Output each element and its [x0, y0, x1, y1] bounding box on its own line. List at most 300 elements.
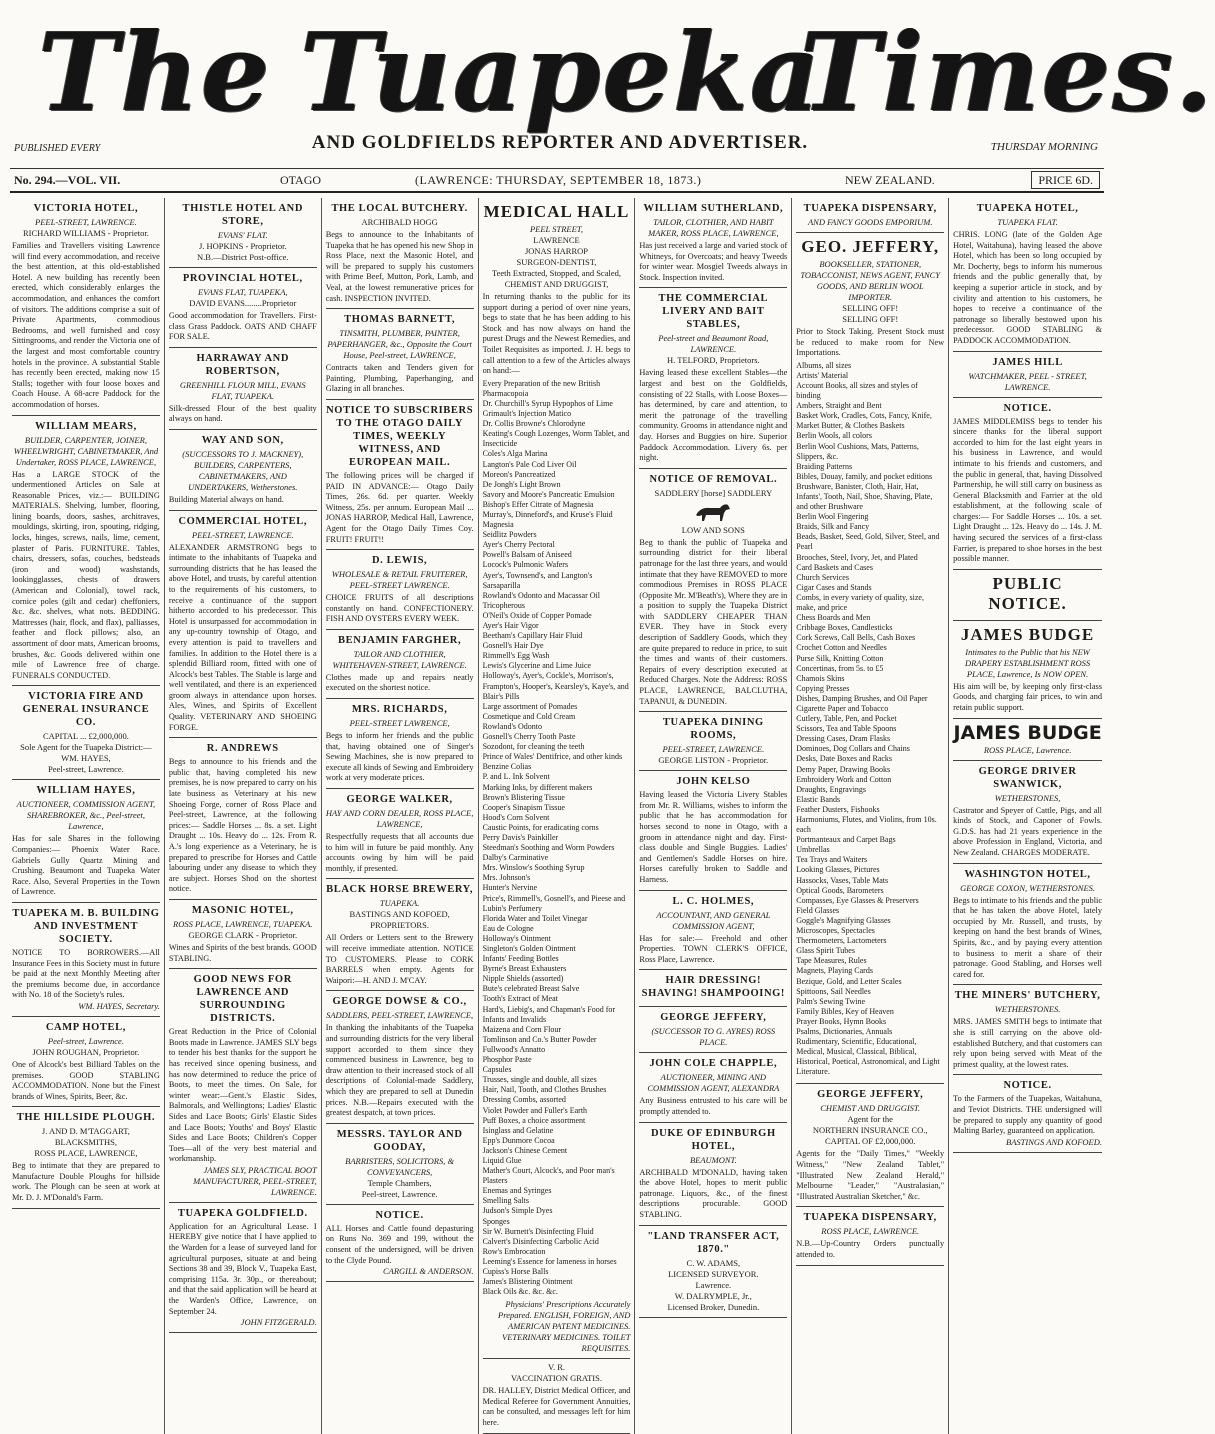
advertisement — [639, 198, 787, 288]
advertisement-line: Agent for the — [847, 1114, 893, 1125]
advertisement-line: BLACKSMITHS, — [54, 1137, 117, 1148]
product-list-item: Jackson's Chinese Cement — [482, 1145, 568, 1155]
product-list-item: Chess Boards and Men — [796, 613, 871, 623]
advertisement-heading: HARRAWAY AND ROBERTSON, — [196, 352, 290, 377]
advertisement-signature: BASTINGS AND KOFOED. — [1006, 1136, 1102, 1147]
advertisement-heading: GEORGE JEFFERY, — [660, 1012, 767, 1024]
advertisement-subheading: TAILOR AND CLOTHIER, WHITEHAVEN-STREET, LAWRENCE. — [332, 648, 467, 670]
product-list-item: Mrs. Johnson's — [482, 873, 531, 883]
product-list-item: Phosphor Paste — [482, 1055, 532, 1065]
product-list-item: Microscopes, Spectacles — [796, 926, 875, 936]
advertisement-subheading: EVANS' FLAT. — [217, 230, 268, 240]
product-list-item: Capsules — [482, 1065, 512, 1075]
advertisement — [326, 1205, 474, 1282]
advertisement-heading: VICTORIA FIRE AND GENERAL INSURANCE CO. — [22, 691, 150, 729]
advertisement-body: Castrator and Speyer of Cattle, Pigs, and all kinds of Stock, and Caponer of Fowls. G.D.S. has had 21 years experience in the above Profession in England, Victoria, and New Zealand. CHARGES MODERATE. — [953, 805, 1102, 857]
advertisement-body: MRS. JAMES SMITH begs to intimate that she is still carrying on the above old-established Butchery, and that customers can rely upon being served with Meat of the primest quality, at the lowest rates. — [953, 1017, 1102, 1069]
advertisement — [169, 1203, 317, 1333]
advertisement-heading: TUAPEKA DISPENSARY, — [803, 1212, 937, 1224]
advertisement-heading: TUAPEKA GOLDFIELD. — [177, 1207, 308, 1219]
advertisement — [953, 621, 1102, 719]
advertisement — [12, 198, 160, 416]
issue-date: (LAWRENCE: THURSDAY, SEPTEMBER 18, 1873.) — [415, 173, 702, 187]
advertisement-heading: VICTORIA HOTEL, — [33, 203, 139, 214]
advertisement-subheading: TUAPEKA FLAT. — [997, 217, 1058, 227]
product-list-item: Dominoes, Dog Collars and Chains — [796, 744, 910, 754]
advertisement-signature: CARGILL & ANDERSON. — [382, 1266, 474, 1277]
advertisement-line: DAVID EVANS........Proprietor — [189, 298, 297, 308]
product-list-item: P. and L. Ink Solvent — [482, 772, 550, 782]
advertisement-columns — [8, 198, 1106, 1428]
product-list-item: Umbrellas — [796, 845, 830, 855]
product-list-item: Ayer's Cherry Pectoral — [482, 540, 555, 550]
advertisement-line: LOW AND SONS — [681, 524, 745, 535]
advertisement-line: LICENSED SURVEYOR. — [668, 1268, 759, 1279]
advertisement-body: CHRIS. LONG (late of the Golden Age Hotel, Waitahuna), having leased the above Hotel, which has been so long occupied by Mr. Docherty, begs to inform his numerous friends and the public generally that, by keeping a superior article in stock, and by civility and attention to his customers, he hopes to receive a continuance of the patronage so liberally bestowed upon his predecessor. GOOD STABLING & PADDOCK ACCOMMODATION. — [953, 230, 1102, 345]
advertisement-heading: GEORGE DRIVER SWANWICK, — [978, 765, 1077, 790]
product-list-item: Cooper's Sinapism Tissue — [482, 802, 565, 812]
product-list-item: Lewis's Glycerine and Lime Juice — [482, 661, 592, 671]
advertisement-subheading: AUCTIONEER, COMMISSION AGENT, SHAREBROKER, &c., Peel-street, Lawrence, — [16, 799, 156, 832]
advertisement — [639, 288, 787, 468]
product-list-item: Brushware, Banister, Cloth, Hair, Hat, Infants', Tooth, Nail, Shoe, Shaving, Plate, and other Brushware — [796, 481, 933, 512]
advertisement — [953, 198, 1102, 352]
advertisement-line: Peel-street, Lawrence. — [361, 1188, 438, 1199]
masthead-title-word: Times. — [800, 10, 1215, 136]
advertisement-heading: GEORGE WALKER, — [346, 794, 453, 806]
product-list-item: Magnets, Playing Cards — [796, 966, 873, 976]
product-list-item: Berlin Wool Cushions, Mats, Patterns, Slippers, &c. — [796, 441, 919, 461]
advertisement-body: JAMES MIDDLEMISS begs to tender his sincere thanks for the liberal support accorded to him for the last eight years in his business in Lawrence, and would intimate to his friends and customers, and the public in general, that, having Dissolved Partnership, he will still carry on business as General Blacksmith and Farrier at the old establishment, at the following scale of charges:— For Saddle Horses ... 10s. a set. Light Draught ... 12s. Heavy do ... 14s. J. M. having secured the services of a first-class Farrier, is prepared to shoe horses in the best possible manner. — [953, 416, 1102, 564]
product-list-item: Feather Dusters, Fishooks — [796, 804, 880, 814]
product-list-item: Basket Work, Cradles, Cots, Fancy, Knife, Market Butter, & Clothes Baskets — [796, 411, 932, 431]
publication-frequency: PUBLISHED EVERY — [14, 143, 101, 154]
advertisement-subheading: SADDLERS, PEEL-STREET, LAWRENCE, — [326, 1010, 474, 1021]
dateline — [10, 168, 1104, 193]
advertisement-heading: JOHN COLE CHAPPLE, — [649, 1058, 778, 1070]
advertisement-subheading: WETHERSTONES. — [994, 1004, 1061, 1015]
advertisement-heading: JOHN KELSO — [676, 776, 751, 788]
advertisement-heading: CAMP HOTEL, — [45, 1021, 126, 1033]
advertisement-heading: THOMAS BARNETT, — [344, 314, 456, 326]
advertisement-signature: Physicians' Prescriptions Accurately Prepared. ENGLISH, FOREIGN, AND AMERICAN PATENT MEDICINES. VETERINARY MEDICINES. TOILET REQUISITES. — [498, 1299, 631, 1354]
advertisement-subheading: HAY AND CORN DEALER, ROSS PLACE, LAWRENCE, — [325, 808, 474, 830]
advertisement-subheading: BARRISTERS, SOLICITORS, & CONVEYANCERS, — [345, 1155, 455, 1177]
issue-number: No. 294.—VOL. VII. — [14, 173, 121, 187]
product-list-item: Prayer Books, Hymn Books — [796, 1016, 887, 1026]
advertisement-line: WM. HAYES, — [61, 753, 111, 764]
advertisement — [796, 1207, 944, 1265]
advertisement — [12, 1017, 160, 1107]
advertisement — [326, 630, 474, 699]
product-list-item: Tea Trays and Waiters — [796, 855, 868, 865]
advertisement-body: DR. HALLEY, District Medical Officer, and Medical Referee for Government Annuities, can be consulted, and messages left for him here. — [482, 1386, 631, 1428]
product-list-item: Nipple Shields (assorted) — [482, 974, 564, 984]
product-list-item: Purse Silk, Knitting Cotton — [796, 653, 884, 663]
advertisement-subheading: ROSS PLACE, Lawrence. — [983, 744, 1072, 755]
product-list-item: Cosmetique and Cold Cream — [482, 711, 576, 721]
product-list-item: Cribbage Boxes, Candlesticks — [796, 623, 893, 633]
advertisement-subheading: PEEL-STREET, LAWRENCE. — [191, 529, 294, 540]
advertisement-body: His aim will be, by keeping only first-class Goods, and charging fair prices, to win and retain public support. — [953, 681, 1102, 713]
product-list-item: Price's, Rimmell's, Gosnell's, and Pieese and Lubin's Perfumery — [482, 893, 626, 913]
advertisement-line: CHEMIST AND DRUGGIST, — [504, 279, 609, 289]
advertisement-heading: NOTICE. — [1003, 402, 1052, 414]
advertisement-body: Has a LARGE STOCK of the undermentioned Articles on Sale at Reasonable Prices, viz.:— BUILDING MATERIALS. Shelving, lumber, flooring, lining boards, doors, sashes, architraves, mouldings, skirting, iron, spouting, ridging, locks, hinges, screws, nails, lime, cement, plaster of Paris. FURNITURE. Tables, chairs, dressers, sofas, couches, bedsteads (iron and wood) washstands, lookingglasses, chests of drawers (American and Colonial), towel rack, cornice poles (gilt and cedar) cheffoniers, &c. &c. shelves, what nots. BEDDING. Mattresses (hair, flock, and flax), palliasses, feather and flock pillows; also, an assortment of door mats, American brooms, brushes, &c. Goods delivered within one mile of Lawrence free of charge. FUNERALS CONDUCTED. — [12, 469, 160, 680]
price-box: PRICE 6D. — [1031, 171, 1100, 189]
advertisement-body: Clothes made up and repairs neatly executed on the shortest notice. — [325, 672, 474, 693]
product-list-item: Cutlery, Table, Pen, and Pocket — [796, 714, 897, 724]
advertisement — [796, 233, 944, 1084]
product-list-item: Gosnell's Cherry Tooth Paste — [482, 732, 576, 742]
product-list-item: Sponges — [482, 1216, 510, 1226]
product-list-item: Bishop's Effer Citrate of Magnesia — [482, 499, 594, 509]
advertisement-line: V. R. — [547, 1362, 566, 1373]
advertisement-heading: MESSRS. TAYLOR AND GOODAY, — [336, 1128, 463, 1153]
newspaper-column — [792, 198, 949, 1434]
advertisement-subheading: WATCHMAKER, PEEL - STREET, LAWRENCE. — [968, 370, 1087, 392]
advertisement — [169, 969, 317, 1203]
advertisement-subheading: EVANS FLAT, TUAPEKA, — [197, 287, 288, 297]
advertisement-subheading: PEEL-STREET, LAWRENCE. — [662, 744, 765, 755]
advertisement-heading: THISTLE HOTEL AND STORE, — [182, 203, 304, 227]
advertisement — [953, 1075, 1102, 1152]
advertisement — [953, 761, 1102, 864]
advertisement — [796, 1084, 944, 1207]
advertisement-body: To the Farmers of the Tuapekas, Waitahuna, and Teviot Districts. THE undersigned will be prepared to supply any quantity of good Malting Barley, guaranteed on application. — [953, 1094, 1102, 1136]
product-list-item: Scissors, Tea and Table Spoons — [796, 724, 897, 734]
advertisement-heading: PROVINCIAL HOTEL, — [182, 273, 303, 284]
product-list-item: Harmoniums, Flutes, and Violins, from 10s. each — [796, 815, 937, 835]
advertisement-heading: WILLIAM HAYES, — [36, 785, 136, 797]
advertisement-line: J. HOPKINS - Proprietor. — [198, 241, 287, 251]
dateline-place: OTAGO — [280, 173, 322, 187]
advertisement-heading: L. C. HOLMES, — [672, 895, 755, 907]
advertisement-body: Having leased these excellent Stables—the largest and best on the Goldfields, consisting of 22 Stalls, with Loose Boxes—has determined, by care and attention, to merit the patronage of the travelling community. Grooms in attendance night and day. Horses and Buggies on hire. Superior Paddock Accommodation. Livery 6s. per night. — [639, 368, 788, 463]
advertisement-subheading: ROSS PLACE, LAWRENCE. — [821, 1226, 920, 1237]
advertisement-heading: GEORGE JEFFERY, — [817, 1089, 924, 1101]
advertisement — [953, 985, 1102, 1075]
advertisement-heading: HAIR DRESSING! SHAVING! SHAMPOOING! — [641, 975, 786, 1000]
advertisement-line: Sole Agent for the Tuapeka District:— — [20, 742, 152, 753]
product-list-item: Infants' Feeding Bottles — [482, 954, 559, 964]
advertisement — [169, 900, 317, 969]
product-list-item: Dalby's Carminative — [482, 853, 549, 863]
advertisement-subheading: AUCTIONEER, MINING AND COMMISSION AGENT, ALEXANDRA — [647, 1072, 780, 1094]
newspaper-column — [165, 198, 322, 1434]
advertisement-heading: NOTICE. — [1003, 1080, 1052, 1092]
product-list-item: Benzine Colias — [482, 762, 532, 772]
masthead-title-word: Tuapeka — [300, 10, 822, 136]
advertisement-body: CHOICE FRUITS of all descriptions constantly on hand. CONFECTIONERY. FISH AND OYSTERS EVERY WEEK. — [325, 593, 474, 624]
advertisement — [639, 891, 787, 971]
advertisement-heading: R. ANDREWS — [206, 743, 279, 755]
product-list-item: Brooches, Steel, Ivory, Jet, and Plated — [796, 552, 918, 562]
product-list-item: Copying Presses — [796, 683, 850, 693]
advertisement-heading: NOTICE OF REMOVAL. — [649, 473, 778, 485]
advertisement-line: N.B.—District Post-office. — [197, 252, 289, 262]
advertisement-line: SURGEON-DENTIST, — [516, 257, 597, 267]
advertisement-body: Great Reduction in the Price of Colonial Boots made in Lawrence. JAMES SLY begs to tender his best thanks for the support he has received since opening business, and has now determined to reduce the price of Boots, to meet the times. On Sale, for winter wear:—Gent.'s Elastic Sides, Balmorals, and Wellingtons; Ladies' Elastic Sides and Lace Boots; Girls' Elastic Sides and Lace Boots; Youths' and Boys' Elastic Sides and Lace Boots; Children's Copper Toes—all of the very best material and workmanship. — [168, 1027, 317, 1164]
product-list-item: Powell's Balsam of Aniseed — [482, 550, 572, 560]
advertisement — [169, 738, 317, 900]
advertisement-signature: WM. HAYES, Secretary. — [78, 1000, 160, 1011]
advertisement-heading: TUAPEKA DISPENSARY, — [803, 203, 937, 214]
advertisement-heading: NOTICE. — [375, 1209, 424, 1221]
product-list-item: Braiding Patterns — [796, 461, 853, 471]
product-list-item: Prince of Wales' Dentifrice, and other kinds — [482, 752, 623, 762]
product-list-item: Singleton's Golden Ointment — [482, 944, 576, 953]
advertisement — [639, 712, 787, 771]
advertisement-line: GEORGE CLARK - Proprietor. — [188, 929, 298, 940]
product-list-item: Palm's Sewing Twine — [796, 996, 866, 1006]
product-list-item: Embroidery Work and Cotton — [796, 774, 892, 784]
product-list-item: Enemas and Syringes — [482, 1186, 552, 1196]
product-list-item: Large assortment of Pomades — [482, 701, 578, 711]
product-list-item: Rudimentary, Scientific, Educational, Medical, Musical, Classical, Biblical, Historical, Poetical, Astronomical, and Light Literature. — [796, 1037, 940, 1077]
product-list-item: Langton's Pale Cod Liver Oil — [482, 459, 577, 469]
advertisement-subheading: Peel-street and Beaumont Road, LAWRENCE. — [658, 333, 769, 355]
product-list-item: Beads, Basket, Seed, Gold, Silver, Steel, and Pearl — [796, 532, 940, 552]
product-list-item: Cigar Cases and Stands — [796, 582, 872, 592]
product-list-item: Compasses, Eye Glasses & Preservers — [796, 895, 919, 905]
advertisement-heading: PUBLIC NOTICE. — [988, 573, 1067, 613]
advertisement-heading: DUKE OF EDINBURGH HOTEL, — [650, 1127, 776, 1152]
product-list-item: Holloway's, Ayer's, Cockle's, Morrison's, Frampton's, Hooper's, Kearsley's, Kaye's, and Blair's Pills — [482, 671, 629, 701]
product-list-item: Field Glasses — [796, 905, 840, 915]
advertisement-heading: WASHINGTON HOTEL, — [964, 868, 1091, 880]
advertisement — [12, 1107, 160, 1208]
advertisement-signature: JAMES SLY, PRACTICAL BOOT MANUFACTURER, PEEL-STREET, LAWRENCE. — [193, 1164, 317, 1197]
advertisement-subheading: Intimates to the Public that his NEW DRAPERY ESTABLISHMENT ROSS PLACE, Lawrence, Is NOW OPEN. — [965, 646, 1091, 679]
product-list-item: Savory and Moore's Pancreatic Emulsion — [482, 489, 615, 499]
advertisement-subheading: GREENHILL FLOUR MILL, EVANS FLAT, TUAPEKA. — [179, 379, 306, 401]
advertisement — [12, 780, 160, 903]
advertisement-heading: GEORGE DOWSE & CO., — [332, 996, 467, 1008]
advertisement — [12, 416, 160, 687]
advertisement-heading: GOOD NEWS FOR LAWRENCE AND SURROUNDING DISTRICTS. — [193, 974, 292, 1025]
advertisement — [12, 903, 160, 1017]
advertisement — [953, 864, 1102, 986]
product-list-item: Isinglass and Gelatine — [482, 1125, 554, 1135]
product-list-item: Leeming's Essence for lameness in horses — [482, 1256, 617, 1266]
advertisement-body: Begs to intimate to his friends and the public that he has taken the above Hotel, lately occupied by Mr. Russell, and trusts, by keeping on hand the best brands of Wines, Spirits, &c., and by paying every attention to business to merit a share of their patronage. Good Stabling, and Horses well cared for. — [953, 895, 1102, 979]
product-list-item: Maizena and Corn Flour — [482, 1024, 561, 1034]
advertisement — [326, 550, 474, 630]
advertisement-body: Has just received a large and varied stock of Whitneys, for Overcoats; and heavy Tweeds for winter wear. Mosgiel Tweeds always in Stock. Inspection invited. — [639, 241, 788, 282]
product-list-item: Rowland's Odonto — [482, 721, 543, 731]
product-list-item: Caustic Points, for eradicating corns — [482, 822, 599, 832]
advertisement-body: One of Alcock's best Billiard Tables on the premises. GOOD STABLING ACCOMMODATION. None but the Finest brands of Wines, Spirits, Beer, &c. — [12, 1059, 160, 1101]
advertisement-subheading: ROSS PLACE, LAWRENCE, TUAPEKA. — [173, 918, 313, 929]
advertisement-body: Beg to thank the public of Tuapeka and surrounding district for their liberal patronage for the last three years, and would intimate that they have REMOVED to more commodious Premises in ROSS PLACE (Opposite Mr. M'Beath's), Where they are in a position to supply the Tuapeka District with SADDLERY CHEAPER THAN EVER. They have in Stock every description of Saddlery Goods, which they are quite prepared to reduce in price, to suit the times and wants of their customers. Repairs of every description executed at Reduced Charges. Note the Address: ROSS PLACE, LAWRENCE, BALCLUTHA, TAPANUI, & DUNEDIN. — [639, 537, 788, 706]
advertisement-heading: THE HILLSIDE PLOUGH. — [16, 1112, 156, 1124]
advertisement-line: PROPRIETORS. — [370, 920, 429, 931]
advertisement-heading: TUAPEKA DINING ROOMS, — [662, 717, 764, 742]
product-list-item: Looking Glasses, Pictures — [796, 865, 880, 875]
product-list-item: Gosnell's Hair Dye — [482, 641, 544, 651]
advertisement-line: SADDLERY [horse] SADDLERY — [654, 487, 773, 498]
advertisement-body: The following prices will be charged if PAID IN ADVANCE:— Otago Daily Times, 26s. 6d. per quarter. Weekly Witness, 25s. per annum. European Mail ... JONAS HARROP, Medical Hall, Lawrence, Agent for the Otago Daily Times Coy. FRUIT! FRUIT!! — [325, 470, 474, 544]
product-list-item: Draughts, Engravings — [796, 784, 867, 794]
advertisement-line: GEORGE LISTON - Proprietor. — [658, 755, 769, 766]
product-list-item: Dressing Cases, Dram Flasks — [796, 734, 891, 744]
product-list-item: Psalms, Dictionaries, Annuals — [796, 1026, 893, 1036]
newspaper-column — [949, 198, 1106, 1434]
product-list-item: De Jongh's Light Brown — [482, 479, 561, 489]
product-list-item: Demy Paper, Drawing Books — [796, 764, 891, 774]
advertisement — [483, 1359, 631, 1433]
product-list-item: Church Services — [796, 572, 849, 582]
advertisement — [953, 398, 1102, 570]
advertisement-line: C. W. ADAMS, — [686, 1257, 741, 1268]
product-list-item: Family Bibles, Key of Heaven — [796, 1006, 894, 1016]
product-list-item: Hunter's Nervine — [482, 883, 538, 893]
product-list-item: Rimmell's Egg Wash — [482, 651, 550, 661]
advertisement-subheading: Peel-street, Lawrence. — [47, 1035, 124, 1046]
product-list-item: Berlin Wool Fingering — [796, 512, 869, 522]
product-list-item: Liquid Glue — [482, 1155, 522, 1165]
advertisement-heading: BENJAMIN FARGHER, — [338, 634, 462, 646]
masthead-title-word: The — [38, 10, 272, 136]
advertisement-heading: MRS. RICHARDS, — [351, 704, 448, 716]
product-list-item: Spittoons, Sail Needles — [796, 986, 871, 996]
advertisement-line: ARCHIBALD HOGG — [361, 217, 438, 227]
advertisement-heading: GEO. JEFFERY, — [801, 237, 940, 256]
newspaper-column — [479, 198, 636, 1434]
advertisement-subheading: PEEL STREET, — [529, 224, 584, 234]
product-list-item: Hair, Nail, Tooth, and Clothes Brushes — [482, 1085, 607, 1095]
advertisement — [169, 198, 317, 268]
advertisement-subheading: WETHERSTONES, — [994, 792, 1061, 803]
product-list-item: Violet Powder and Fuller's Earth — [482, 1105, 588, 1115]
advertisement-heading: THE MINERS' BUTCHERY, — [954, 990, 1101, 1002]
advertisement-line: BASTINGS AND KOFOED, — [349, 909, 450, 920]
advertisement-subheading: TAILOR, CLOTHIER, AND HABIT MAKER, ROSS PLACE, LAWRENCE, — [648, 217, 779, 238]
product-list-item: Murray's, Dinneford's, and Kruse's Fluid Magnesia — [482, 509, 613, 530]
product-list-item: Hood's Corn Solvent — [482, 812, 550, 822]
advertisement — [483, 198, 631, 1359]
advertisement — [12, 686, 160, 780]
product-list-item: Dr. Collis Browne's Chlorodyne — [482, 419, 586, 429]
advertisement-body: Begs to announce to his friends and the public that, having completed his new premises, he is now prepared to carry on his late business as Veterinary at his new Shoeing Forge, corner of Ross Place and Peel-street, Lawrence, at the following prices:— Saddle Horses ... 8s. a set. Light Draught ... 10s. Heavy do ... 12s. From R. A.'s long experience as a Veterinary, he is prepared to prescribe for Horses and Cattle labouring under any disease to which they are subject. Horses Shod on the shortest notice. — [168, 757, 317, 894]
product-list-item: Epp's Dunmore Cocoa — [482, 1135, 555, 1145]
product-list-item: Bibles, Douay, family, and pocket editions — [796, 471, 933, 481]
advertisement-line: JONAS HARROP — [524, 246, 589, 256]
advertisement — [326, 1124, 474, 1205]
product-list-item: Grimault's Injection Matico — [482, 409, 572, 419]
advertisement-line: Teeth Extracted, Stopped, and Scaled, — [491, 268, 621, 278]
product-list — [483, 379, 631, 1298]
advertisement-line: JOHN ROUGHAN, Proprietor. — [32, 1046, 140, 1057]
advertisement-body: Begs to announce to the Inhabitants of Tuapeka that he has opened his new Shop in Ross Place, next the Masonic Hotel, and will be prepared to supply his customers with Prime Beef, Mutton, Pork, Lamb, and Veal, at the lowest remunerative prices for cash. INSPECTION INVITED. — [325, 230, 474, 303]
advertisement-body: Any Business entrusted to his care will be promptly attended to. — [639, 1096, 788, 1116]
advertisement-body: Has for sale:— Freehold and other Properties. TOWN CLERK'S OFFICE, Ross Place, Lawrence. — [639, 933, 788, 964]
product-list-item: Combs, in every variety of quality, size, make, and price — [796, 592, 924, 613]
advertisement-subheading: TUAPEKA. — [379, 898, 420, 909]
advertisement-heading: THE LOCAL BUTCHERY. — [331, 203, 468, 214]
advertisement-body: Respectfully requests that all accounts due to him will in future be paid monthly. Any accounts owing by him will be paid monthly, if presented. — [325, 832, 474, 873]
product-list-item: Tomlinson and Co.'s Butter Powder — [482, 1034, 597, 1044]
advertisement-body: Agents for the "Daily Times," "Weekly Witness," "New Zealand Tablet," "Illustrated New Zealand Herald," Melbourne "Leader," "Australasian," "Illustrated Australian Sketcher," &c. — [796, 1149, 945, 1201]
advertisement — [953, 570, 1102, 621]
advertisement-line: CAPITAL OF £2,000,000. — [825, 1136, 916, 1147]
advertisement-body: Contracts taken and Tenders given for Painting, Plumbing, Paperhanging, and Glazing in all branches. — [325, 363, 474, 394]
advertisement-heading: WAY AND SON, — [201, 434, 284, 446]
product-list-item: Puff Boxes, a choice assortment — [482, 1115, 586, 1125]
advertisement-heading: D. LEWIS, — [371, 555, 428, 567]
product-list-item: Smelling Salts — [482, 1196, 530, 1206]
advertisement — [169, 511, 317, 739]
advertisement-heading: COMMERCIAL HOTEL, — [178, 515, 308, 527]
advertisement — [169, 348, 317, 430]
advertisement-heading: WILLIAM MEARS, — [35, 420, 137, 432]
newspaper-column — [8, 198, 165, 1434]
product-list-item: Goggle's Magnifying Glasses — [796, 915, 891, 925]
advertisement — [639, 1226, 787, 1318]
dateline-country: NEW ZEALAND. — [845, 173, 935, 187]
advertisement — [326, 699, 474, 789]
advertisement — [326, 198, 474, 309]
product-list-item: Fullwood's Annatto — [482, 1044, 546, 1054]
product-list-item: Cork Screws, Call Bells, Cash Boxes — [796, 633, 916, 643]
advertisement-body: Having leased the Victoria Livery Stables from Mr. R. Williams, wishes to inform the public that he has accommodation for horses second to none in Otago, with a groom in attendance night and day. First-class double and Single Buggies. Ladies' and Gentlemen's Saddle Horses on hire. Horses carefully broken to Saddle and Harness. — [639, 790, 788, 884]
publication-day: THURSDAY MORNING — [990, 141, 1098, 153]
advertisement-body: Beg to intimate that they are prepared to Manufacture Double Ploughs for hillside work. The Plough can be seen at work at Mr. D. J. M'Donald's Farm. — [12, 1161, 160, 1203]
product-list-item: Tricopherous — [482, 600, 525, 610]
advertisement-body: ARCHIBALD M'DONALD, having taken the above Hotel, hopes to merit public patronage. Liquors, &c., of the finest descriptions procurable. GOOD STABLING. — [639, 1167, 788, 1219]
advertisement-subheading: BOOKSELLER, STATIONER, TOBACCONIST, NEWS AGENT, FANCY GOODS, AND BERLIN WOOL IMPORTER. — [800, 259, 941, 302]
advertisement-subheading: PEEL-STREET, LAWRENCE. — [35, 217, 137, 227]
advertisement-subheading: CHEMIST AND DRUGGIST. — [820, 1103, 921, 1114]
product-list-item: Trusses, single and double, all sizes — [482, 1075, 597, 1085]
advertisement-line: LAWRENCE — [533, 235, 580, 245]
advertisement — [639, 771, 787, 890]
advertisement-subheading: WHOLESALE & RETAIL FRUITERER, PEEL-STREET LAWRENCE. — [331, 569, 468, 591]
product-list-item: Account Books, all sizes and styles of binding — [796, 380, 918, 401]
product-list-item: Bute's celebrated Breast Salve — [482, 984, 580, 994]
advertisement-body: ALL Horses and Cattle found depasturing on Runs No. 369 and 199, without the consent of the undersigned, will be driven to the Clyde Pound. — [325, 1223, 474, 1265]
product-list-item: Thermometers, Lactometers — [796, 936, 887, 946]
advertisement-line: Lawrence. — [695, 1279, 732, 1290]
advertisement-heading: JAMES HILL — [992, 356, 1063, 368]
product-list-item: Sir W. Burnett's Disinfecting Fluid — [482, 1226, 594, 1236]
advertisement — [169, 430, 317, 511]
advertisement-line: H. TELFORD, Proprietors. — [667, 355, 760, 366]
product-list-item: Tooth's Extract of Meat — [482, 994, 558, 1004]
advertisement-body: Silk-dressed Flour of the best quality always on hand. — [168, 403, 317, 424]
advertisement-subheading: BUILDER, CARPENTER, JOINER, WHEELWRIGHT, CABINETMAKER, And Undertaker, ROSS PLACE, LAWRENCE, — [13, 434, 159, 467]
product-list-item: Byrne's Breast Exhausters — [482, 964, 567, 974]
advertisement-body: Families and Travellers visiting Lawrence will find every accommodation, and receive the best attention, at this old-established Hotel. A new building has recently been erected, which considerably enlarges the accommodation, and enhances the comfort of visitors. The additions comprise a suit of Private Apartments, commodious Bedrooms, and well furnished and cosy Sittingrooms, and render the Victoria one of the largest and most comfortable country hotels in the province. A substantial Stable has recently been erected, making now 15 Stalls; together with four loose boxes and Coach House. A 68-acre Paddock for the accommodation of horses. — [12, 241, 160, 409]
product-list-item: Artists' Material — [796, 370, 849, 380]
advertisement — [326, 879, 474, 991]
advertisement — [326, 991, 474, 1123]
advertisement-heading: MASONIC HOTEL, — [191, 904, 294, 916]
product-list-item: Rowland's Odonto and Macassar Oil — [482, 590, 600, 600]
advertisement-body: NOTICE TO BORROWERS.—All Insurance Fees in this Society must in future be paid at the next Monthly Meeting after the premiums become due, in accordance with No. 18 of the Society's rules. — [12, 947, 160, 1000]
advertisement — [639, 970, 787, 1007]
advertisement-heading: "LAND TRANSFER ACT, 1870." — [647, 1230, 780, 1255]
product-list-item: Braids, Silk and Fancy — [796, 522, 870, 532]
advertisement-line: RICHARD WILLIAMS - Proprietor. — [22, 228, 149, 238]
advertisement-body: Has for sale Shares in the following Companies:— Phoenix Water Race. Gabriels Gully Quartz Mining and Crushing. Beaumont and Tuapeka Water Race. Also, Several Properties in the Town of Lawrence. — [12, 834, 160, 897]
advertisement-heading: BLACK HORSE BREWERY, — [326, 884, 474, 896]
newspaper-column — [635, 198, 792, 1434]
product-list-item: Calvert's Disinfecting Carbolic Acid — [482, 1236, 599, 1246]
product-list-item: Glass Spirit Tubes — [796, 946, 855, 956]
product-list-item: Eau de Cologne — [482, 923, 534, 933]
